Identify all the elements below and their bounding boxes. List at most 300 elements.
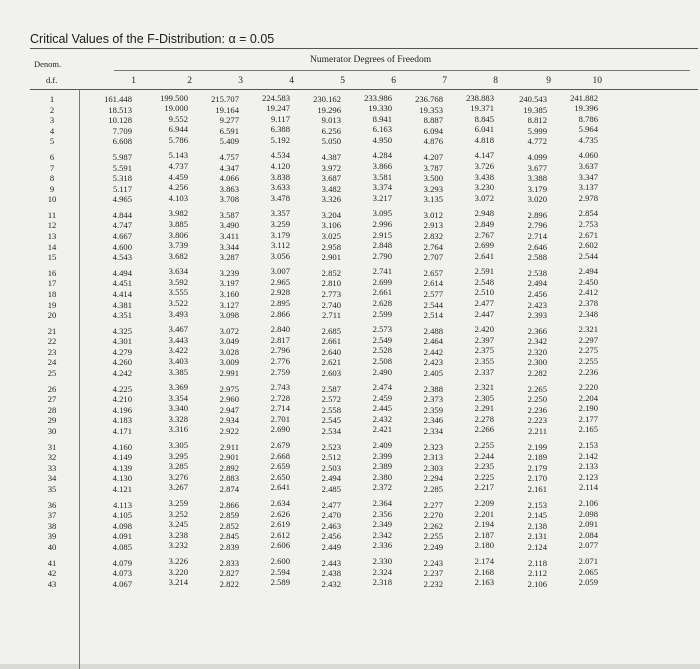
critical-value: 3.112 [270,240,290,251]
critical-value: 6.041 [474,124,494,135]
table-row [30,310,698,320]
column-header: 6 [391,76,396,86]
critical-value: 4.120 [270,161,290,171]
critical-value: 4.279 [112,346,132,357]
critical-value: 2.282 [527,368,547,378]
critical-value: 2.589 [270,577,290,588]
critical-value: 2.355 [474,355,494,366]
critical-value: 2.523 [321,441,341,452]
critical-value: 3.885 [168,218,188,229]
critical-value: 2.142 [578,450,598,461]
critical-value: 4.735 [578,134,598,145]
critical-value: 2.470 [321,510,341,521]
critical-value: 5.409 [219,136,239,147]
critical-value: 4.757 [219,151,239,162]
page-title: Critical Values of the F-Distribution: α = 0.05 [30,32,275,46]
critical-value: 3.072 [219,325,239,336]
df-value: 30 [47,425,57,436]
critical-value: 2.965 [270,276,290,287]
critical-value: 2.337 [474,366,494,377]
critical-value: 2.237 [423,568,443,579]
critical-value: 2.549 [372,334,392,345]
critical-value: 2.112 [527,568,547,579]
critical-value: 2.603 [321,368,341,378]
header-rule [114,70,690,71]
critical-value: 2.420 [474,324,494,335]
df-value: 11 [47,209,57,220]
critical-value: 2.773 [321,288,341,299]
df-value: 39 [47,531,57,542]
critical-value: 2.753 [578,218,598,229]
critical-value: 3.347 [578,171,598,182]
critical-value: 6.944 [168,124,188,135]
critical-value: 2.305 [474,392,494,403]
critical-value: 3.012 [423,209,443,220]
critical-value: 2.334 [423,425,443,436]
critical-value: 3.179 [527,183,547,194]
df-value: 40 [47,541,57,552]
critical-value: 3.316 [168,424,188,435]
critical-value: 236.768 [415,94,443,104]
critical-value: 2.854 [578,208,598,219]
critical-value: 2.456 [527,288,547,299]
critical-value: 3.555 [168,287,188,298]
critical-value: 2.349 [372,519,392,530]
critical-value: 3.137 [578,182,598,193]
critical-value: 2.123 [578,471,598,482]
critical-value: 2.270 [423,510,443,521]
critical-value: 2.153 [527,499,547,510]
critical-value: 2.661 [372,287,392,298]
critical-value: 2.438 [321,568,341,579]
critical-value: 2.170 [527,473,547,484]
critical-value: 19.164 [215,104,239,115]
df-value: 25 [47,368,57,378]
critical-value: 2.922 [219,425,239,436]
df-value: 43 [47,578,57,589]
df-value: 15 [47,252,57,263]
critical-value: 2.577 [423,288,443,299]
critical-value: 2.303 [423,462,443,473]
critical-value: 2.235 [474,461,494,472]
critical-value: 4.098 [112,520,132,531]
df-value: 23 [47,346,57,357]
critical-value: 2.348 [578,308,598,319]
critical-value: 2.685 [321,325,341,336]
critical-value: 2.211 [527,425,547,436]
critical-value: 4.139 [112,462,132,473]
critical-value: 2.514 [423,310,443,321]
critical-value: 2.958 [321,241,341,252]
critical-value: 3.411 [219,231,239,241]
critical-value: 3.403 [168,355,188,366]
critical-value: 2.628 [372,298,392,308]
critical-value: 2.201 [474,508,494,519]
critical-value: 4.387 [321,151,341,162]
critical-value: 2.236 [578,366,598,377]
critical-value: 2.741 [372,266,392,277]
df-header: d.f. [46,75,58,85]
critical-value: 2.409 [372,440,392,451]
critical-value: 2.190 [578,403,598,414]
df-value: 9 [49,183,55,194]
critical-value: 4.103 [168,192,188,203]
critical-value: 2.364 [372,498,392,509]
critical-value: 2.189 [527,452,547,463]
critical-value: 2.277 [423,499,443,510]
critical-value: 3.285 [168,461,188,472]
critical-value: 2.463 [321,520,341,531]
critical-value: 2.372 [372,482,392,493]
critical-value: 2.494 [527,278,547,289]
df-value: 34 [47,473,57,484]
critical-value: 2.679 [270,440,290,451]
critical-value: 3.328 [168,413,188,424]
critical-value: 2.494 [578,266,598,277]
column-header: 10 [592,76,602,86]
critical-value: 19.247 [266,103,290,114]
critical-value: 3.259 [168,498,188,509]
critical-value: 5.591 [112,162,132,173]
table-row [30,368,698,378]
critical-value: 2.320 [527,346,547,357]
critical-value: 2.464 [423,336,443,347]
critical-value: 3.340 [168,403,188,414]
critical-value: 10.128 [108,115,132,126]
critical-value: 2.266 [474,424,494,435]
critical-value: 2.342 [372,529,392,540]
denominator-header: Denom. [34,59,62,69]
df-value: 31 [47,441,57,452]
critical-value: 3.259 [270,218,290,229]
critical-value: 2.852 [219,520,239,531]
critical-value: 2.262 [423,520,443,531]
critical-value: 2.612 [270,529,290,540]
critical-value: 4.600 [112,241,132,252]
critical-value: 2.743 [270,382,290,393]
critical-value: 3.592 [168,276,188,287]
critical-value: 4.073 [112,568,132,579]
critical-value: 2.866 [270,308,290,319]
critical-value: 2.106 [578,498,598,509]
df-value: 13 [47,231,57,241]
critical-value: 2.852 [321,267,341,278]
critical-value: 3.687 [321,173,341,184]
critical-value: 2.591 [474,266,494,277]
critical-value: 2.459 [372,392,392,403]
critical-value: 2.641 [270,482,290,493]
critical-value: 2.701 [270,413,290,424]
critical-value: 4.256 [168,182,188,193]
critical-value: 2.928 [270,287,290,298]
critical-value: 2.848 [372,240,392,251]
critical-value: 2.827 [219,568,239,579]
critical-value: 3.226 [168,556,188,567]
critical-value: 2.895 [270,298,290,308]
critical-value: 2.174 [474,556,494,567]
critical-value: 2.145 [527,510,547,521]
critical-value: 2.342 [527,336,547,347]
critical-value: 3.708 [219,194,239,205]
critical-value: 3.252 [168,508,188,519]
critical-value: 2.204 [578,392,598,403]
critical-value: 18.513 [108,104,132,115]
critical-value: 3.230 [474,182,494,193]
critical-value: 3.633 [270,182,290,193]
critical-value: 3.490 [219,220,239,231]
critical-value: 2.399 [372,450,392,461]
critical-value: 2.161 [527,483,547,494]
critical-value: 2.091 [578,519,598,530]
critical-value: 2.614 [423,278,443,289]
df-value: 26 [47,383,57,394]
critical-value: 2.220 [578,382,598,393]
critical-value: 4.225 [112,383,132,394]
critical-value: 3.357 [270,208,290,219]
critical-value: 4.965 [112,194,132,205]
critical-value: 3.295 [168,450,188,461]
critical-value: 2.300 [527,357,547,368]
critical-value: 2.488 [423,325,443,336]
df-value: 36 [47,499,57,510]
critical-value: 2.194 [474,519,494,530]
critical-value: 2.641 [474,250,494,261]
critical-value: 2.668 [270,450,290,461]
critical-value: 2.412 [578,287,598,298]
critical-value: 3.028 [219,346,239,357]
critical-value: 2.947 [219,404,239,415]
critical-value: 2.508 [372,355,392,366]
critical-value: 2.883 [219,473,239,484]
critical-value: 8.845 [474,113,494,124]
column-header: 4 [289,76,294,86]
critical-value: 9.277 [219,115,239,126]
critical-value: 2.133 [578,461,598,472]
critical-value: 4.950 [372,134,392,145]
critical-value: 3.267 [168,482,188,493]
critical-value: 3.369 [168,382,188,393]
critical-value: 6.591 [219,125,239,136]
critical-value: 2.544 [423,299,443,310]
critical-value: 4.183 [112,415,132,426]
critical-value: 2.634 [270,498,290,509]
critical-value: 3.344 [219,241,239,252]
critical-value: 4.351 [112,310,132,321]
critical-value: 2.275 [578,345,598,356]
critical-value: 3.106 [321,220,341,231]
critical-value: 2.796 [270,345,290,356]
df-value: 33 [47,462,57,473]
critical-value: 2.450 [578,276,598,287]
critical-value: 2.490 [372,366,392,377]
critical-value: 2.510 [474,287,494,298]
critical-value: 2.223 [527,415,547,426]
critical-value: 8.941 [372,113,392,124]
critical-value: 4.301 [112,336,132,347]
critical-value: 2.740 [321,299,341,310]
critical-value: 3.293 [423,183,443,194]
critical-value: 3.326 [321,194,341,205]
critical-value: 2.512 [321,452,341,463]
critical-value: 2.124 [527,541,547,552]
critical-value: 2.243 [423,557,443,568]
column-header: 2 [187,76,192,86]
critical-value: 2.249 [423,541,443,552]
critical-value: 2.356 [372,508,392,519]
header-bottom-rule [30,89,698,90]
critical-value: 2.442 [423,346,443,357]
critical-value: 2.996 [372,218,392,229]
critical-value: 3.385 [168,366,188,377]
critical-value: 3.677 [527,162,547,173]
critical-value: 3.806 [168,229,188,240]
critical-value: 3.127 [219,299,239,310]
critical-value: 2.373 [423,394,443,405]
critical-value: 4.149 [112,452,132,463]
critical-value: 2.822 [219,578,239,589]
critical-value: 2.359 [423,404,443,415]
critical-value: 2.380 [372,471,392,482]
critical-value: 4.772 [527,136,547,147]
critical-value: 19.296 [317,104,341,115]
critical-value: 3.287 [219,252,239,263]
critical-value: 2.393 [527,310,547,321]
critical-value: 2.659 [270,461,290,472]
critical-value: 4.160 [112,441,132,452]
critical-value: 2.764 [423,241,443,252]
critical-value: 238.883 [466,92,494,103]
critical-value: 2.671 [578,229,598,240]
critical-value: 2.291 [474,403,494,414]
critical-value: 2.874 [219,483,239,494]
critical-value: 4.207 [423,151,443,162]
critical-value: 2.346 [423,415,443,426]
table-row [30,426,698,436]
critical-value: 3.072 [474,192,494,203]
critical-value: 2.840 [270,324,290,335]
critical-value: 2.163 [474,577,494,588]
critical-value: 2.168 [474,566,494,577]
critical-value: 2.405 [423,368,443,378]
critical-value: 2.138 [527,520,547,531]
critical-value: 7.709 [112,125,132,136]
critical-value: 2.180 [474,540,494,551]
critical-value: 19.385 [523,104,547,115]
critical-value: 3.634 [168,266,188,277]
critical-value: 2.321 [578,324,598,335]
f-distribution-table [30,48,698,667]
critical-value: 2.621 [321,357,341,368]
critical-value: 2.278 [474,413,494,424]
critical-value: 2.077 [578,540,598,551]
critical-value: 3.422 [168,345,188,356]
critical-value: 2.432 [372,413,392,424]
df-value: 27 [47,394,57,405]
critical-value: 2.485 [321,483,341,494]
df-value: 37 [47,510,57,521]
critical-value: 3.500 [423,173,443,184]
critical-value: 2.244 [474,450,494,461]
critical-value: 2.534 [321,425,341,436]
critical-value: 2.978 [578,192,598,203]
critical-value: 2.443 [321,557,341,568]
critical-value: 5.964 [578,124,598,135]
critical-value: 2.165 [578,424,598,435]
critical-value: 2.255 [578,355,598,366]
critical-value: 4.099 [527,151,547,162]
critical-value: 19.396 [574,103,598,114]
table-row [30,542,698,552]
critical-value: 2.209 [474,498,494,509]
df-value: 17 [47,278,57,289]
critical-value: 3.972 [321,162,341,173]
critical-value: 4.494 [112,267,132,278]
critical-value: 3.098 [219,310,239,321]
column-header: 5 [340,76,345,86]
critical-value: 2.810 [321,278,341,289]
critical-value: 3.726 [474,161,494,171]
critical-value: 2.318 [372,577,392,588]
critical-value: 4.737 [168,161,188,171]
df-value: 12 [47,220,57,231]
table-row [30,136,698,146]
critical-value: 2.445 [372,403,392,414]
critical-value: 4.414 [112,288,132,299]
critical-value: 3.214 [168,577,188,588]
critical-value: 3.160 [219,288,239,299]
critical-value: 2.626 [270,508,290,519]
critical-value: 3.787 [423,162,443,173]
critical-value: 4.747 [112,220,132,231]
df-value: 2 [49,104,55,115]
critical-value: 3.682 [168,250,188,261]
critical-value: 2.321 [474,382,494,393]
critical-value: 2.832 [423,231,443,241]
critical-value: 4.325 [112,325,132,336]
critical-value: 2.255 [474,440,494,451]
critical-value: 2.177 [578,413,598,424]
critical-value: 2.901 [219,452,239,463]
critical-value: 2.449 [321,541,341,552]
df-value: 32 [47,452,57,463]
critical-value: 2.153 [578,440,598,451]
critical-value: 4.105 [112,510,132,521]
critical-value: 3.135 [423,194,443,205]
critical-value: 2.650 [270,471,290,482]
critical-value: 3.056 [270,250,290,261]
critical-value: 3.007 [270,266,290,277]
df-value: 41 [47,557,57,568]
critical-value: 2.599 [372,308,392,319]
critical-value: 2.573 [372,324,392,335]
critical-value: 4.876 [423,136,443,147]
critical-value: 2.657 [423,267,443,278]
critical-value: 2.255 [423,531,443,542]
critical-value: 8.887 [423,115,443,126]
critical-value: 2.528 [372,345,392,356]
critical-value: 2.572 [321,394,341,405]
critical-value: 2.250 [527,394,547,405]
critical-value: 2.849 [474,218,494,229]
critical-value: 3.522 [168,298,188,308]
critical-value: 3.493 [168,308,188,319]
critical-value: 4.121 [112,483,132,494]
critical-value: 2.690 [270,424,290,435]
critical-value: 2.845 [219,531,239,542]
critical-value: 2.179 [527,462,547,473]
critical-value: 2.790 [372,250,392,261]
critical-value: 2.594 [270,566,290,577]
